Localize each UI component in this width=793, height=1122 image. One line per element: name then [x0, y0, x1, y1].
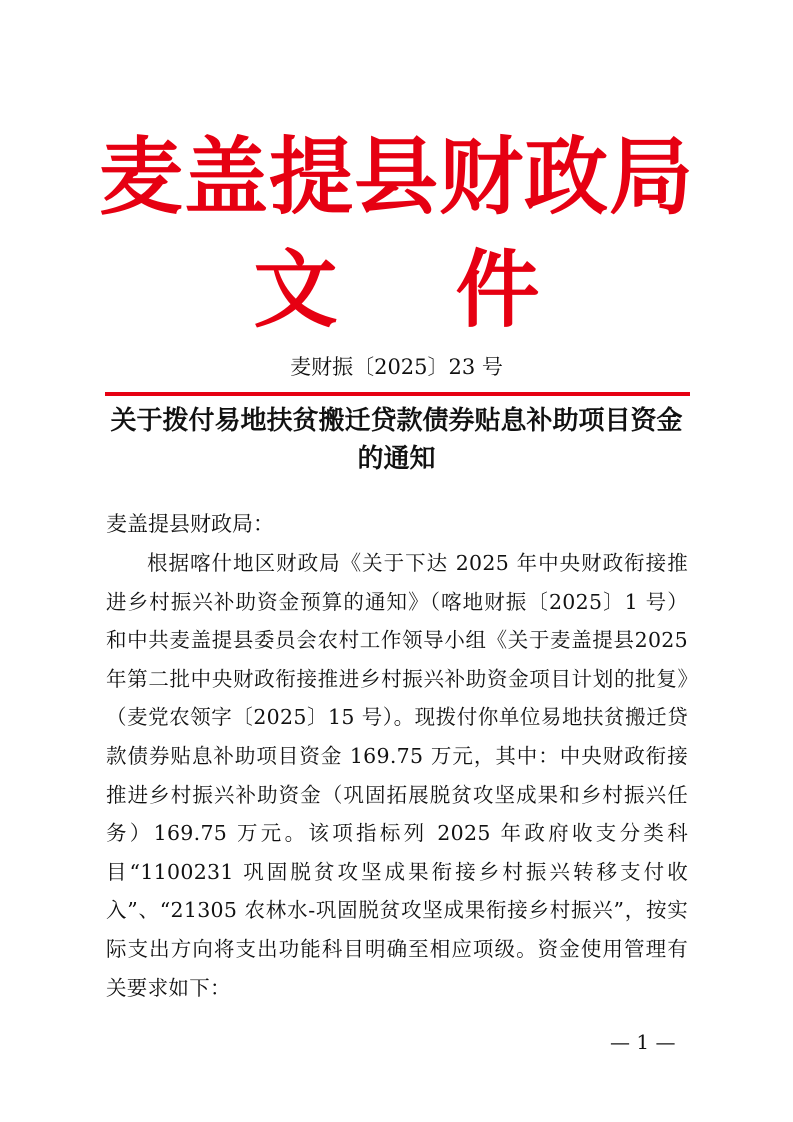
red-divider-line — [105, 392, 690, 396]
addressee: 麦盖提县财政局： — [106, 512, 274, 536]
document-title: 关于拨付易地扶贫搬迁贷款债券贴息补助项目资金的通知 — [110, 406, 683, 474]
issuing-authority-header: 麦盖提县财政局 — [98, 128, 694, 226]
document-type-char-1: 文 — [253, 241, 338, 339]
document-type-char-2: 件 — [455, 241, 540, 339]
body-paragraph: 根据喀什地区财政局《关于下达 2025 年中央财政衔接推进乡村振兴补助资金预算的通知》（喀地财振〔2025〕1 号）和中共麦盖提县委员会农村工作领导小组《关于麦盖提县2025年第二批中央财政衔接推进乡村振兴补助资金项目计划的批复》（麦党农领字〔2025〕15 号）。现拨付你单位易地扶贫搬迁贷款债券贴息补助项目资金 169.75 万元，其中：中央财政衔接推进乡村振兴补助资金（巩固拓展脱贫攻坚成果和乡村振兴任务）169.75 万元。该项指标列 2025 年政府收支分类科目“1100231 巩固脱贫攻坚成果衔接乡村振兴转移支付收入”、“21305 农林水-巩固脱贫攻坚成果衔接乡村振兴”，按实际支出方向将支出功能科目明确至相应项级。资金使用管理有关要求如下： — [106, 551, 688, 1000]
document-type-header — [0, 241, 793, 339]
page-number: — 1 — — [610, 1030, 676, 1054]
document-number: 麦财振〔2025〕23 号 — [290, 355, 503, 379]
